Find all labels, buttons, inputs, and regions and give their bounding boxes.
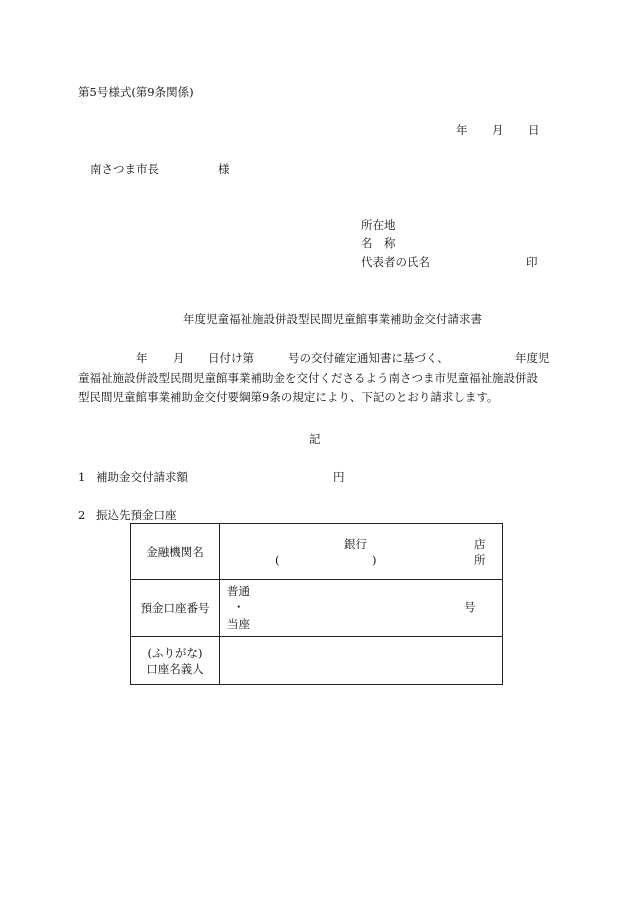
addressee-honorific: 様	[218, 162, 230, 176]
date-year-label: 年	[456, 123, 468, 137]
body-dated-label: 日付け第	[208, 351, 254, 365]
name-label: 名 称	[361, 236, 396, 250]
holder-cell	[220, 637, 503, 685]
body-month-label: 月	[173, 351, 185, 365]
item1-number: 1	[78, 470, 86, 484]
request-paragraph	[78, 349, 563, 408]
institution-label: 金融機関名	[131, 524, 220, 580]
body-notice-text: 号の交付確定通知書に基づく、	[288, 351, 449, 365]
addressee-name: 南さつま市長	[90, 162, 159, 176]
account-type-current: 当座	[227, 617, 250, 631]
paragraph-line-3: 型民間児童館事業補助金交付要綱第9条の規定により、下記のとおり請求します。	[78, 390, 499, 404]
branch-suffix-office: 所	[474, 553, 486, 567]
body-year-label: 年	[136, 351, 148, 365]
seal-mark: 印	[526, 255, 538, 269]
bank-row-holder	[131, 637, 503, 685]
ki-heading: 記	[309, 432, 321, 446]
branch-paren-close: )	[372, 553, 377, 567]
representative-label: 代表者の氏名	[361, 255, 430, 269]
branch-suffix-store: 店	[474, 537, 486, 551]
bank-suffix: 銀行	[344, 537, 367, 551]
holder-label	[131, 637, 220, 685]
account-number-suffix: 号	[464, 600, 476, 614]
paragraph-line-2: 童福祉施設併設型民間児童館事業補助金を交付くださるよう南さつま市児童福祉施設併設	[78, 370, 538, 385]
account-number-cell	[220, 580, 503, 637]
holder-kana-label: (ふりがな)	[147, 645, 203, 660]
holder-name-label: 口座名義人	[146, 661, 204, 676]
address-label: 所在地	[361, 218, 396, 232]
date-day-label: 日	[528, 123, 540, 137]
form-number: 第5号様式(第9条関係)	[78, 85, 194, 99]
body-fiscal-year-text: 年度児	[515, 351, 550, 365]
bank-row-account-number	[131, 580, 503, 637]
branch-paren-open: (	[275, 553, 280, 567]
item1-label: 補助金交付請求額	[96, 470, 188, 484]
item2-label: 振込先預金口座	[96, 508, 177, 522]
account-type-separator: ・	[233, 600, 245, 614]
item2-number: 2	[78, 508, 86, 522]
account-type-ordinary: 普通	[227, 584, 250, 598]
paragraph-line-1	[78, 349, 563, 369]
item1-unit: 円	[333, 470, 345, 484]
institution-cell	[220, 524, 503, 580]
bank-account-table	[130, 523, 503, 685]
bank-row-institution	[131, 524, 503, 580]
account-number-label: 預金口座番号	[131, 580, 220, 637]
date-month-label: 月	[492, 123, 504, 137]
document-title: 年度児童福祉施設併設型民間児童館事業補助金交付請求書	[183, 312, 482, 326]
